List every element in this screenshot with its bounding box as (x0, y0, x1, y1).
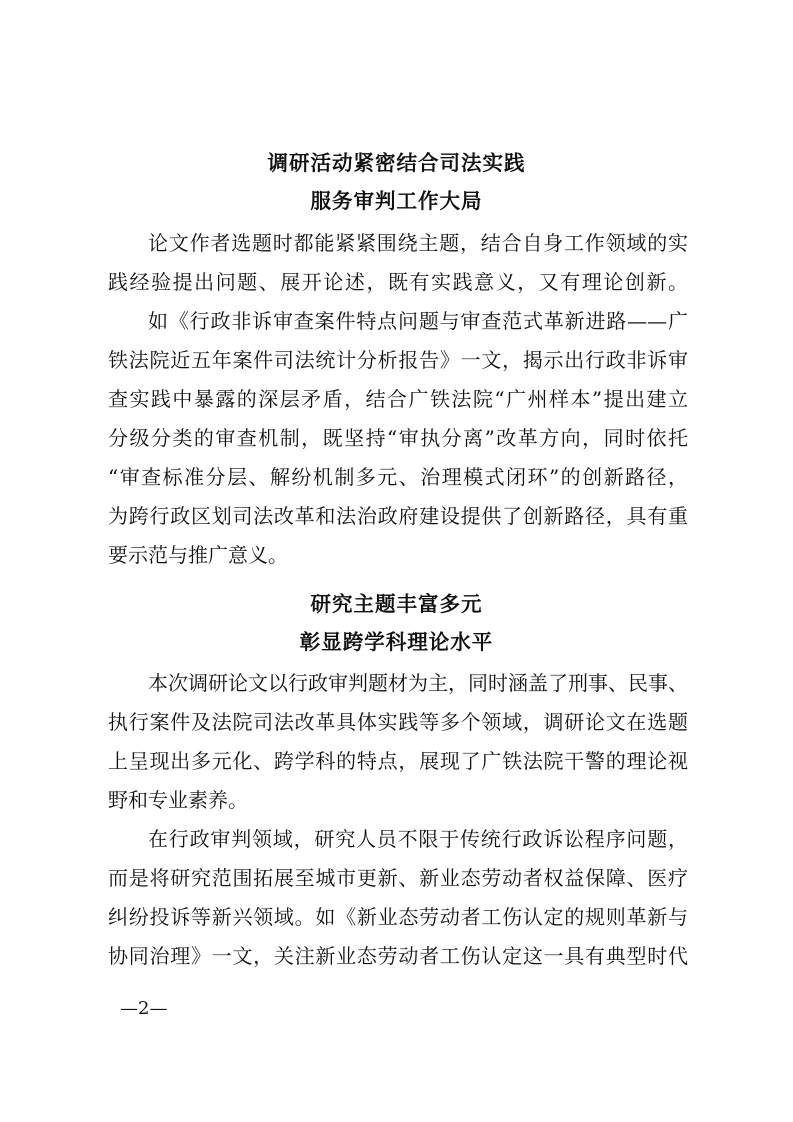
paragraph-line: 而是将研究范围拓展至城市更新、新业态劳动者权益保障、医疗 (108, 866, 688, 890)
page-number: —2— (120, 998, 168, 1019)
section2-paragraph2 (108, 820, 688, 976)
paragraph-line: 纠纷投诉等新兴领域。如《新业态劳动者工伤认定的规则革新与 (108, 905, 688, 929)
paragraph-line: 查实践中暴露的深层矛盾，结合广铁法院“广州样本”提出建立 (108, 387, 688, 411)
paragraph-line: 野和专业素养。 (108, 788, 248, 812)
paragraph-line: 践经验提出问题、展开论述，既有实践意义，又有理论创新。 (108, 270, 688, 294)
section1-heading-line1: 调研活动紧密结合司法实践 (267, 151, 526, 175)
paragraph-line: 执行案件及法院司法改革具体实践等多个领域，调研论文在选题 (108, 710, 688, 734)
paragraph-line: 协同治理》一文，关注新业态劳动者工伤认定这一具有典型时代 (108, 944, 688, 968)
section1-heading-line2: 服务审判工作大局 (310, 189, 483, 213)
paragraph-line: 为跨行政区划司法改革和法治政府建设提供了创新路径，具有重 (108, 504, 688, 528)
paragraph-line: 在行政审判领域，研究人员不限于传统行政诉讼程序问题， (148, 827, 688, 851)
section2-heading-line1: 研究主题丰富多元 (310, 592, 483, 616)
paragraph-line: 本次调研论文以行政审判题材为主，同时涵盖了刑事、民事、 (148, 671, 688, 695)
paragraph-line: 论文作者选题时都能紧紧围绕主题，结合自身工作领域的实 (148, 231, 688, 255)
paragraph-line: 上呈现出多元化、跨学科的特点，展现了广铁法院干警的理论视 (108, 749, 688, 773)
paragraph-line: 如《行政非诉审查案件特点问题与审查范式革新进路——广 (148, 309, 688, 333)
section1-paragraph2 (108, 302, 688, 575)
section2-paragraph1 (108, 664, 688, 820)
paragraph-line: “审查标准分层、解纷机制多元、治理模式闭环”的创新路径， (108, 465, 688, 489)
section2-heading-line2: 彰显跨学科理论水平 (299, 630, 494, 654)
paragraph-line: 要示范与推广意义。 (108, 543, 288, 567)
paragraph-line: 铁法院近五年案件司法统计分析报告》一文，揭示出行政非诉审 (108, 348, 688, 372)
paragraph-line: 分级分类的审查机制，既坚持“审执分离”改革方向，同时依托 (108, 426, 688, 450)
section1-paragraph1 (108, 224, 688, 302)
